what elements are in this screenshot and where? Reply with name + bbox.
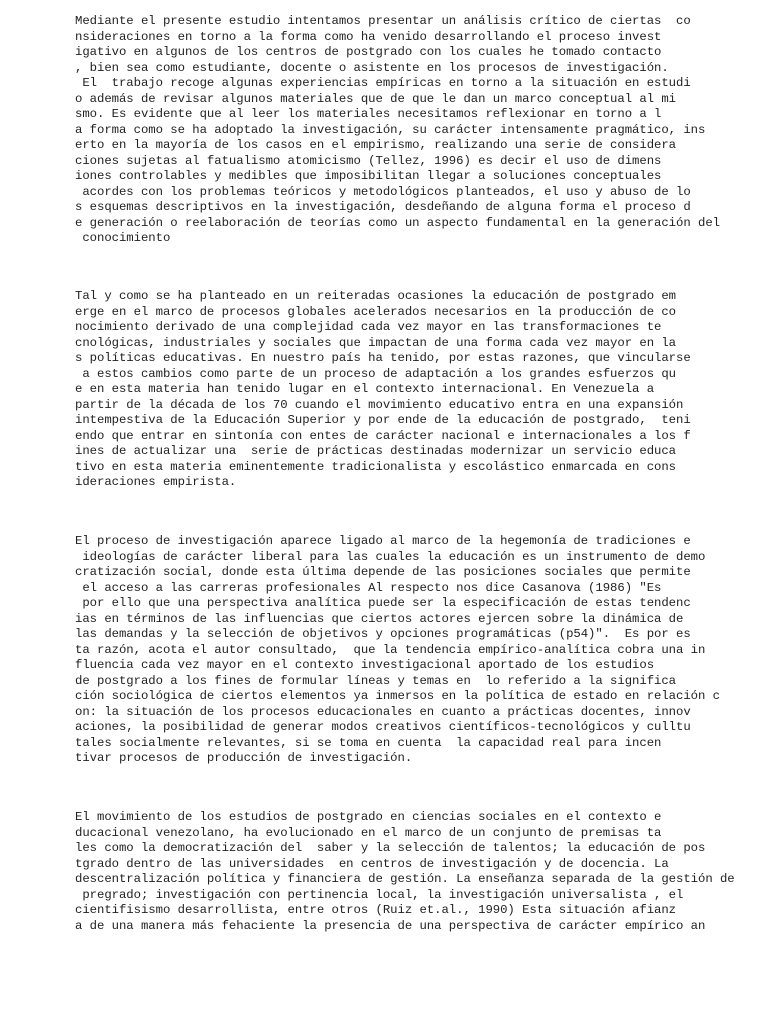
text-line: El proceso de investigación aparece ligado al marco de la hegemonía de tradiciones e: [75, 534, 691, 548]
text-line: Mediante el presente estudio intentamos presentar un análisis crítico de ciertas co: [75, 14, 691, 28]
text-line: endo que entrar en sintonía con entes de carácter nacional e internacionales a los f: [75, 428, 691, 443]
text-line: cnológicas, industriales y sociales que impactan de una forma cada vez mayor en la: [75, 335, 677, 350]
text-line: ias en términos de las influencias que ciertos actores ejercen sobre la dinámica de: [75, 611, 684, 626]
text-line: El movimiento de los estudios de postgrado en ciencias sociales en el contexto e: [75, 810, 662, 824]
text-line: erge en el marco de procesos globales acelerados necesarios en la producción de co: [75, 304, 677, 319]
text-line: a de una manera más fehaciente la presencia de una perspectiva de carácter empírico an: [75, 918, 706, 933]
text-line: iones controlables y medibles que imposibilitan llegar a soluciones conceptuales: [75, 169, 662, 183]
text-line: tgrado dentro de las universidades en centros de investigación y de docencia. La: [75, 856, 669, 871]
paragraph-2: [75, 289, 755, 491]
text-line: o además de revisar algunos materiales que de que le dan un marco conceptual al mi: [75, 91, 677, 106]
text-line: e en esta materia han tenido lugar en el contexto internacional. En Venezuela a: [75, 382, 655, 396]
text-line: ciones sujetas al fatualismo atomicismo (Tellez, 1996) es decir el uso de dimens: [75, 153, 662, 168]
text-line: e generación o reelaboración de teorías como un aspecto fundamental en la generación del: [75, 215, 720, 230]
text-line: tivar procesos de producción de investigación.: [75, 751, 413, 765]
text-line: s políticas educativas. En nuestro país ha tenido, por estas razones, que vincularse: [75, 351, 691, 365]
text-line: Tal y como se ha planteado en un reiteradas ocasiones la educación de postgrado em: [75, 289, 677, 303]
text-line: El trabajo recoge algunas experiencias empíricas en torno a la situación en estudi: [75, 76, 691, 90]
text-line: por ello que una perspectiva analítica puede ser la especificación de estas tendenc: [75, 596, 691, 610]
text-line: fluencia cada vez mayor en el contexto investigacional aportado de los estudios: [75, 658, 655, 672]
text-line: conocimiento: [75, 231, 171, 245]
text-line: , bien sea como estudiante, docente o asistente en los procesos de investigación.: [75, 60, 669, 75]
text-line: a forma como se ha adoptado la investigación, su carácter intensamente pragmático, ins: [75, 122, 706, 137]
text-line: aciones, la posibilidad de generar modos creativos científicos-tecnológicos y culltu: [75, 720, 691, 734]
text-line: el acceso a las carreras profesionales Al respecto nos dice Casanova (1986) "Es: [75, 580, 662, 595]
text-line: ideologías de carácter liberal para las cuales la educación es un instrumento de demo: [75, 549, 706, 564]
text-line: pregrado; investigación con pertinencia local, la investigación universalista , el: [75, 887, 684, 902]
text-line: igativo en algunos de los centros de postgrado con los cuales he tomado contacto: [75, 45, 662, 59]
text-line: cientifisismo desarrollista, entre otros (Ruiz et.al., 1990) Esta situación afianz: [75, 903, 677, 917]
text-line: erto en la mayoría de los casos en el empirismo, realizando una serie de considera: [75, 138, 677, 152]
text-line: smo. Es evidente que al leer los materiales necesitamos reflexionar en torno a l: [75, 107, 662, 121]
text-line: tales socialmente relevantes, si se toma en cuenta la capacidad real para incen: [75, 735, 662, 750]
text-line: ducacional venezolano, ha evolucionado en el marco de un conjunto de premisas ta: [75, 825, 662, 840]
paragraph-4: [75, 810, 755, 934]
text-line: cratización social, donde esta última depende de las posiciones sociales que permite: [75, 565, 691, 579]
text-line: ideraciones empirista.: [75, 475, 237, 489]
text-line: ción sociológica de ciertos elementos ya inmersos en la política de estado en relación c: [75, 689, 720, 703]
text-line: partir de la década de los 70 cuando el movimiento educativo entra en una expansión: [75, 397, 684, 412]
text-line: on: la situación de los procesos educacionales en cuanto a prácticas docentes, innov: [75, 704, 691, 719]
text-line: nsideraciones en torno a la forma como ha venido desarrollando el proceso invest: [75, 29, 662, 44]
text-line: acordes con los problemas teóricos y metodológicos planteados, el uso y abuso de lo: [75, 184, 691, 199]
text-line: de postgrado a los fines de formular líneas y temas en lo referido a la significa: [75, 673, 677, 688]
text-line: les como la democratización del saber y la selección de talentos; la educación de pos: [75, 841, 706, 855]
paragraph-1: [75, 14, 755, 247]
paragraph-3: [75, 534, 755, 767]
text-line: ta razón, acota el autor consultado, que la tendencia empírico-analítica cobra una in: [75, 642, 706, 657]
text-line: s esquemas descriptivos en la investigación, desdeñando de alguna forma el proceso d: [75, 200, 691, 214]
text-line: descentralización política y financiera de gestión. La enseñanza separada de la gestión de: [75, 872, 735, 886]
text-line: nocimiento derivado de una complejidad cada vez mayor en las transformaciones te: [75, 320, 662, 334]
text-line: tivo en esta materia eminentemente tradicionalista y escolástico enmarcada en cons: [75, 459, 677, 474]
text-line: intempestiva de la Educación Superior y por ende de la educación de postgrado, teni: [75, 413, 691, 427]
text-line: ines de actualizar una serie de prácticas destinadas modernizar un servicio educa: [75, 444, 677, 458]
text-line: las demandas y la selección de objetivos y opciones programáticas (p54)". Es por es: [75, 627, 691, 641]
text-line: a estos cambios como parte de un proceso de adaptación a los grandes esfuerzos qu: [75, 366, 677, 381]
